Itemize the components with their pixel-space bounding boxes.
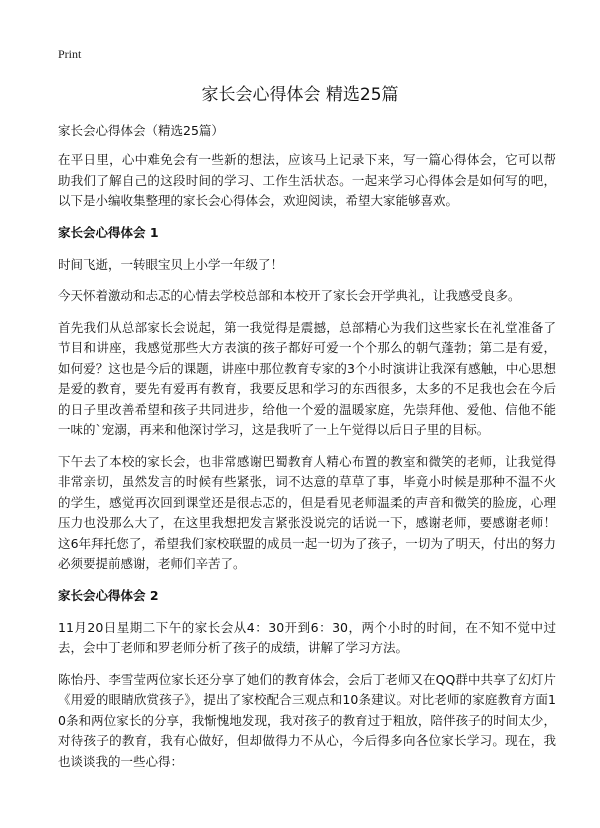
document-subtitle: 家长会心得体会（精选25篇） <box>58 123 224 138</box>
section-heading: 家长会心得体会 2 <box>58 587 159 603</box>
section-paragraph: 今天怀着激动和忐忑的心情去学校总部和本校开了家长会开学典礼，让我感受良多。 <box>58 288 521 303</box>
intro-paragraph: 在平日里，心中难免会有一些新的想法，应该马上记录下来，写一篇心得体会，它可以帮助我们了解自己的这段时间的学习、工作生活状态。一起来学习心得体会是如何写的吧，以下是小编收集整理的家长会心得体会，欢迎阅读，希望大家能够喜欢。 <box>58 152 556 208</box>
section-heading: 家长会心得体会 1 <box>58 224 159 240</box>
section-paragraph: 时间飞逝，一转眼宝贝上小学一年级了！ <box>58 256 284 272</box>
section-paragraph: 下午去了本校的家长会，也非常感谢巴蜀教育人精心布置的教室和微笑的老师，让我觉得非常亲切，虽然发言的时候有些紧张，词不达意的草草了事，毕竟小时候是那种不温不火的学生，感觉再次回到课堂还是很忐忑的，但是看见老师温柔的声音和微笑的脸庞，心理压力也没那么大了，在这里我想把发言紧张没说完的话说一下，感谢老师，要感谢老师！这6年拜托您了，希望我们家校联盟的成员一起一切为了孩子，一切为了明天，付出的努力必须要提前感谢，老师们辛苦了。 <box>58 453 556 571</box>
section-paragraph: 首先我们从总部家长会说起，第一我觉得是震撼，总部精心为我们这些家长在礼堂准备了节目和讲座，我感觉那些大方表演的孩子都好可爱一个个那么的朝气蓬勃；第二是有爱，如何爱？这也是今后的课题，讲座中那位教育专家的3个小时演讲让我深有感触，中心思想是爱的教育，要先有爱再有教育，我要反思和学习的东西很多，太多的不足我也会在今后的日子里改善希望和孩子共同进步，给他一个爱的温暖家庭，先崇拜他、爱他、信他不能一味的`宠溺，再来和他深讨学习，这是我听了一上午觉得以后日子里的目标。 <box>58 319 556 437</box>
page-title: 家长会心得体会 精选25篇 <box>201 85 399 105</box>
document-body <box>58 150 556 783</box>
section-paragraph: 陈怡丹、李雪莹两位家长还分享了她们的教育体会，会后丁老师又在QQ群中共享了幻灯片《用爱的眼睛欣赏孩子》，提出了家校配合三观点和10条建议。对比老师的家庭教育方面10条和两位家长的分享，我惭愧地发现，我对孩子的教育过于粗放，陪伴孩子的时间太少，对待孩子的教育，我有心做好，但却做得力不从心，今后得多向各位家长学习。现在，我也谈谈我的一些心得： <box>58 671 556 769</box>
section-paragraph: 11月20日星期二下午的家长会从4：30开到6：30，两个小时的时间，在不知不觉中过去，会中丁老师和罗老师分析了孩子的成绩，讲解了学习方法。 <box>58 619 556 655</box>
print-label[interactable]: Print <box>58 47 82 61</box>
